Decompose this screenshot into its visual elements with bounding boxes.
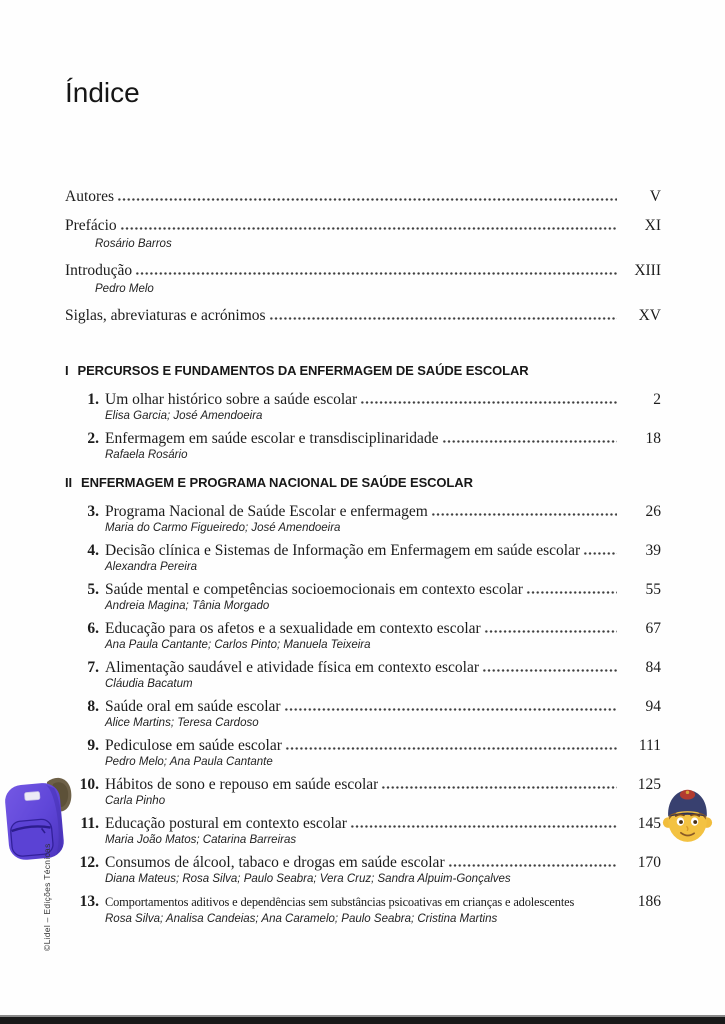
- toc-row: [65, 188, 661, 206]
- section-entries: [65, 391, 661, 461]
- toc-entry-number: 4.: [87, 542, 99, 559]
- section-heading: [65, 475, 661, 491]
- toc-entry-label: Programa Nacional de Saúde Escolar e enfermagem: [105, 503, 428, 520]
- toc-page-number: 39: [645, 542, 661, 559]
- toc-entry-authors: Pedro Melo; Ana Paula Cantante: [105, 756, 273, 768]
- dotted-leader: [269, 317, 617, 320]
- dotted-leader: [526, 591, 617, 594]
- dotted-leader: [577, 903, 617, 906]
- toc-entry-label: Saúde oral em saúde escolar: [105, 698, 281, 715]
- toc-entry-authors: Ana Paula Cantante; Carlos Pinto; Manuela Teixeira: [105, 639, 371, 651]
- toc-page-number: 145: [637, 815, 661, 832]
- toc-row: [65, 659, 661, 676]
- toc-entry-label: Comportamentos aditivos e dependências sem substâncias psicoativas em crianças e adolescentes: [105, 895, 575, 909]
- toc-page-number: XI: [644, 217, 661, 234]
- dotted-leader: [448, 864, 617, 867]
- dotted-leader: [284, 708, 617, 711]
- dotted-leader: [117, 198, 617, 201]
- front-matter-item: [65, 188, 661, 206]
- dotted-leader: [442, 440, 617, 443]
- toc-section: [65, 363, 661, 461]
- toc-entry-authors: Rosa Silva; Analisa Candeias; Ana Caramelo; Paulo Seabra; Cristina Martins: [105, 913, 498, 925]
- toc-page-number: XIII: [634, 262, 661, 279]
- toc-page-number: XV: [638, 307, 661, 324]
- toc-entry: [65, 542, 661, 573]
- toc-row: [65, 503, 661, 520]
- section-heading-text: ENFERMAGEM E PROGRAMA NACIONAL DE SAÚDE ESCOLAR: [81, 475, 473, 490]
- toc-entry-label: Prefácio: [65, 217, 117, 234]
- backpack-label: [24, 791, 40, 800]
- toc-row: [65, 430, 661, 447]
- toc-entry: [65, 430, 661, 461]
- toc-entry-number: 6.: [87, 620, 99, 637]
- toc-page-number: V: [649, 188, 661, 205]
- toc-entry-authors: Pedro Melo: [95, 283, 154, 295]
- toc-page-number: 67: [645, 620, 661, 637]
- toc-page-number: 84: [645, 659, 661, 676]
- toc-entry-number: 1.: [87, 391, 99, 408]
- publisher-spine-text: ©Lidel – Edições Técnicas: [42, 843, 52, 951]
- toc-row: [65, 698, 661, 715]
- toc-entry-authors: Carla Pinho: [105, 795, 166, 807]
- dotted-leader: [285, 747, 617, 750]
- toc-page-number: 55: [645, 581, 661, 598]
- toc-entry: [65, 893, 661, 925]
- toc-entry: [65, 503, 661, 534]
- toc-row: [65, 391, 661, 408]
- toc-entry-number: 2.: [87, 430, 99, 447]
- toc-page-number: 18: [645, 430, 661, 447]
- dotted-leader: [350, 825, 617, 828]
- toc-entry-number: 12.: [79, 854, 99, 871]
- toc-row: [65, 737, 661, 754]
- toc-page-number: 2: [653, 391, 661, 408]
- toc-entry-authors: Rosário Barros: [95, 238, 172, 250]
- toc-row: [65, 815, 661, 832]
- dotted-leader: [482, 669, 617, 672]
- section-entries: [65, 503, 661, 925]
- toc-entry-authors: Cláudia Bacatum: [105, 678, 193, 690]
- toc-entry: [65, 737, 661, 768]
- toc-row: [65, 217, 661, 235]
- boy-pupil-right: [693, 820, 697, 824]
- dotted-leader: [135, 272, 617, 275]
- toc-entry-authors: Maria do Carmo Figueiredo; José Amendoeira: [105, 522, 341, 534]
- toc-row: [65, 542, 661, 559]
- toc-entry-number: 3.: [87, 503, 99, 520]
- toc-page-number: 186: [637, 893, 661, 910]
- toc-entry: [65, 391, 661, 422]
- toc-entry-number: 7.: [87, 659, 99, 676]
- toc-entry-authors: Elisa Garcia; José Amendoeira: [105, 410, 263, 422]
- toc-page-number: 111: [638, 737, 661, 754]
- dotted-leader: [484, 630, 617, 633]
- toc-row: [65, 893, 661, 911]
- toc-entry-label: Consumos de álcool, tabaco e drogas em saúde escolar: [105, 854, 445, 871]
- dotted-leader: [381, 786, 617, 789]
- toc-section: [65, 475, 661, 925]
- toc-entry-authors: Alice Martins; Teresa Cardoso: [105, 717, 259, 729]
- toc-entry: [65, 659, 661, 690]
- dotted-leader: [431, 513, 617, 516]
- toc-entry-number: 9.: [87, 737, 99, 754]
- toc-row: [65, 307, 661, 325]
- section-numeral: I: [65, 363, 69, 378]
- toc-entry-label: Decisão clínica e Sistemas de Informação em Enfermagem em saúde escolar: [105, 542, 581, 559]
- toc-entry-label: Enfermagem em saúde escolar e transdisciplinaridade: [105, 430, 439, 447]
- front-matter-list: [65, 188, 661, 325]
- toc-entry: [65, 581, 661, 612]
- toc-entry: [65, 698, 661, 729]
- section-numeral: II: [65, 475, 73, 490]
- toc-row: [65, 854, 661, 871]
- front-matter-item: [65, 217, 661, 251]
- toc-entry-authors: Andreia Magina; Tânia Morgado: [105, 600, 270, 612]
- sections-list: [65, 363, 661, 925]
- toc-row: [65, 581, 661, 598]
- boy-cap-button: [686, 791, 689, 794]
- toc-entry-label: Um olhar histórico sobre a saúde escolar: [105, 391, 358, 408]
- toc-entry-authors: Maria João Matos; Catarina Barreiras: [105, 834, 297, 846]
- toc-page-number: 26: [645, 503, 661, 520]
- toc-row: [65, 620, 661, 637]
- dotted-leader: [120, 227, 617, 230]
- dotted-leader: [360, 401, 617, 404]
- toc-entry-label: Introdução: [65, 262, 133, 279]
- section-heading: [65, 363, 661, 379]
- toc-row: [65, 262, 661, 280]
- toc-entry: [65, 815, 661, 846]
- toc-entry-authors: Alexandra Pereira: [105, 561, 198, 573]
- page-title: Índice: [65, 77, 140, 108]
- front-matter-item: [65, 307, 661, 325]
- toc-entry-number: 10.: [79, 776, 99, 793]
- toc-entry-label: Siglas, abreviaturas e acrónimos: [65, 307, 266, 324]
- toc-content: [65, 0, 661, 933]
- toc-entry-number: 8.: [87, 698, 99, 715]
- toc-entry-label: Pediculose em saúde escolar: [105, 737, 282, 754]
- toc-entry-number: 5.: [87, 581, 99, 598]
- toc-entry: [65, 854, 661, 885]
- toc-page-number: 94: [645, 698, 661, 715]
- toc-entry-authors: Rafaela Rosário: [105, 449, 188, 461]
- toc-page-number: 170: [637, 854, 661, 871]
- toc-entry-label: Hábitos de sono e repouso em saúde escolar: [105, 776, 379, 793]
- toc-page-number: 125: [637, 776, 661, 793]
- section-heading-text: PERCURSOS E FUNDAMENTOS DA ENFERMAGEM DE SAÚDE ESCOLAR: [77, 363, 529, 378]
- toc-entry-label: Autores: [65, 188, 115, 205]
- boy-with-cap-emoji: [661, 785, 714, 846]
- toc-entry-label: Saúde mental e competências socioemocionais em contexto escolar: [105, 581, 523, 598]
- toc-entry-label: Alimentação saudável e atividade física em contexto escolar: [105, 659, 479, 676]
- toc-entry: [65, 620, 661, 651]
- bottom-edge-bar: [0, 1015, 725, 1024]
- toc-entry: [65, 776, 661, 807]
- toc-entry-authors: Diana Mateus; Rosa Silva; Paulo Seabra; Vera Cruz; Sandra Alpuim-Gonçalves: [105, 873, 511, 885]
- front-matter-item: [65, 262, 661, 296]
- backpack-sticker: [1, 772, 75, 868]
- toc-entry-label: Educação para os afetos e a sexualidade em contexto escolar: [105, 620, 481, 637]
- toc-entry-number: 13.: [79, 893, 99, 910]
- toc-entry-number: 11.: [80, 815, 99, 832]
- dotted-leader: [583, 552, 617, 555]
- boy-pupil-left: [679, 820, 683, 824]
- toc-row: [65, 776, 661, 793]
- toc-entry-label: Educação postural em contexto escolar: [105, 815, 347, 832]
